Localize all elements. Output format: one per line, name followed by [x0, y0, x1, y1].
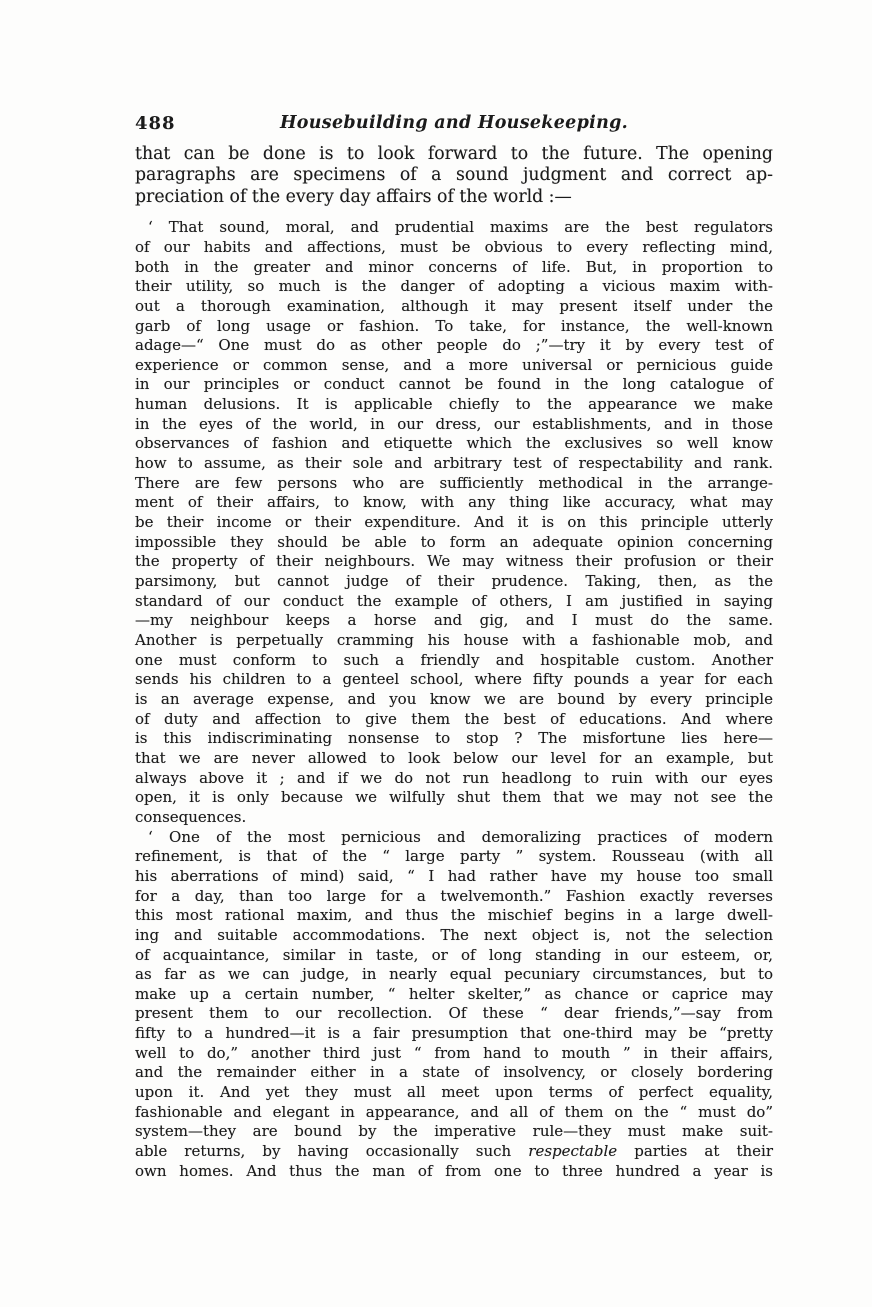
- text-line: preciation of the every day affairs of the world :—: [135, 186, 572, 207]
- text-line: his aberrations of mind) said, “ I had rather have my house too small: [135, 866, 773, 885]
- text-line: observances of fashion and etiquette which the exclusives so well know: [135, 434, 773, 453]
- text-line: ing and suitable accommodations. The next object is, not the selection: [135, 925, 773, 944]
- text-line: that we are never allowed to look below our level for an example, but: [135, 748, 773, 767]
- text-line: is an average expense, and you know we are bound by every principle: [135, 689, 773, 708]
- text-line: both in the greater and minor concerns of life. But, in proportion to: [135, 257, 773, 276]
- text-line: fifty to a hundred—it is a fair presumption that one-third may be “pretty: [135, 1024, 773, 1043]
- paragraph-quote-2: [135, 828, 773, 1182]
- paragraph-quote-1: [135, 218, 773, 827]
- text-line: out a thorough examination, although it may present itself under the: [135, 296, 773, 315]
- text-line: garb of long usage or fashion. To take, for instance, the well-known: [135, 316, 773, 335]
- text-line: Another is perpetually cramming his house with a fashionable mob, and: [135, 631, 773, 649]
- text-line: and the remainder either in a state of insolvency, or closely bordering: [135, 1063, 773, 1082]
- text-line: system—they are bound by the imperative rule—they must make suit-: [135, 1122, 773, 1141]
- text-line: adage—“ One must do as other people do ;”—try it by every test of: [135, 336, 773, 355]
- text-line: human delusions. It is applicable chiefly to the appearance we make: [135, 395, 773, 414]
- text-line: able returns, by having occasionally such respectable parties at their: [135, 1142, 773, 1161]
- text-line: their utility, so much is the danger of adopting a vicious maxim with-: [135, 277, 773, 296]
- text-line: —my neighbour keeps a horse and gig, and I must do the same.: [135, 611, 773, 630]
- text-line: of duty and affection to give them the best of educations. And where: [135, 709, 773, 728]
- text-line: how to assume, as their sole and arbitrary test of respectability and rank.: [135, 454, 773, 473]
- text-line: parsimony, but cannot judge of their prudence. Taking, then, as the: [135, 572, 773, 591]
- text-line: paragraphs are specimens of a sound judgment and correct ap-: [135, 165, 773, 186]
- text-line: for a day, than too large for a twelvemonth.” Fashion exactly reverses: [135, 886, 773, 905]
- paragraph-intro: [135, 144, 773, 208]
- running-title: Housebuilding and Housekeeping.: [279, 113, 629, 133]
- running-header: [135, 113, 773, 137]
- text-line: ‘ That sound, moral, and prudential maxims are the best regulators: [148, 218, 773, 237]
- text-line: ‘ One of the most pernicious and demoralizing practices of modern: [148, 827, 773, 846]
- text-line: make up a certain number, “ helter skelter,” as chance or caprice may: [135, 984, 773, 1003]
- text-line: in the eyes of the world, in our dress, our establishments, and in those: [135, 414, 773, 433]
- text-line: as far as we can judge, in nearly equal pecuniary circumstances, but to: [135, 965, 773, 984]
- text-block: [135, 113, 773, 1181]
- text-line: impossible they should be able to form an adequate opinion concerning: [135, 532, 773, 551]
- text-line: upon it. And yet they must all meet upon terms of perfect equality,: [135, 1083, 773, 1102]
- text-line: There are few persons who are sufficiently methodical in the arrange-: [135, 473, 773, 492]
- text-line: this most rational maxim, and thus the mischief begins in a large dwell-: [135, 906, 773, 925]
- text-line: present them to our recollection. Of these “ dear friends,”—say from: [135, 1004, 773, 1023]
- text-line: the property of their neighbours. We may witness their profusion or their: [135, 552, 773, 571]
- text-line: in our principles or conduct cannot be found in the long catalogue of: [135, 375, 773, 394]
- text-line: ment of their affairs, to know, with any thing like accuracy, what may: [135, 493, 773, 512]
- text-line: that can be done is to look forward to the future. The opening: [135, 144, 773, 164]
- text-line: own homes. And thus the man of from one to three hundred a year is: [135, 1161, 773, 1180]
- text-line: open, it is only because we wilfully shut them that we may not see the: [135, 788, 773, 807]
- text-line: one must conform to such a friendly and hospitable custom. Another: [135, 650, 773, 669]
- text-line: consequences.: [135, 807, 247, 826]
- text-line: sends his children to a genteel school, where fifty pounds a year for each: [135, 670, 773, 689]
- text-line: refinement, is that of the “ large party ” system. Rousseau (with all: [135, 847, 773, 866]
- text-line: fashionable and elegant in appearance, and all of them on the “ must do”: [135, 1102, 773, 1121]
- text-line: well to do,” another third just “ from hand to mouth ” in their affairs,: [135, 1043, 773, 1062]
- text-line: is this indiscriminating nonsense to stop ? The misfortune lies here—: [135, 729, 773, 748]
- text-line: always above it ; and if we do not run headlong to ruin with our eyes: [135, 768, 773, 787]
- page-body: [135, 144, 773, 1181]
- text-line: standard of our conduct the example of others, I am justified in saying: [135, 591, 773, 610]
- text-line: of our habits and affections, must be obvious to every reflecting mind,: [135, 237, 773, 256]
- text-line: experience or common sense, and a more universal or pernicious guide: [135, 355, 773, 374]
- text-line: of acquaintance, similar in taste, or of long standing in our esteem, or,: [135, 945, 773, 964]
- page-number: 488: [135, 113, 176, 134]
- text-line: be their income or their expenditure. And it is on this principle utterly: [135, 513, 773, 532]
